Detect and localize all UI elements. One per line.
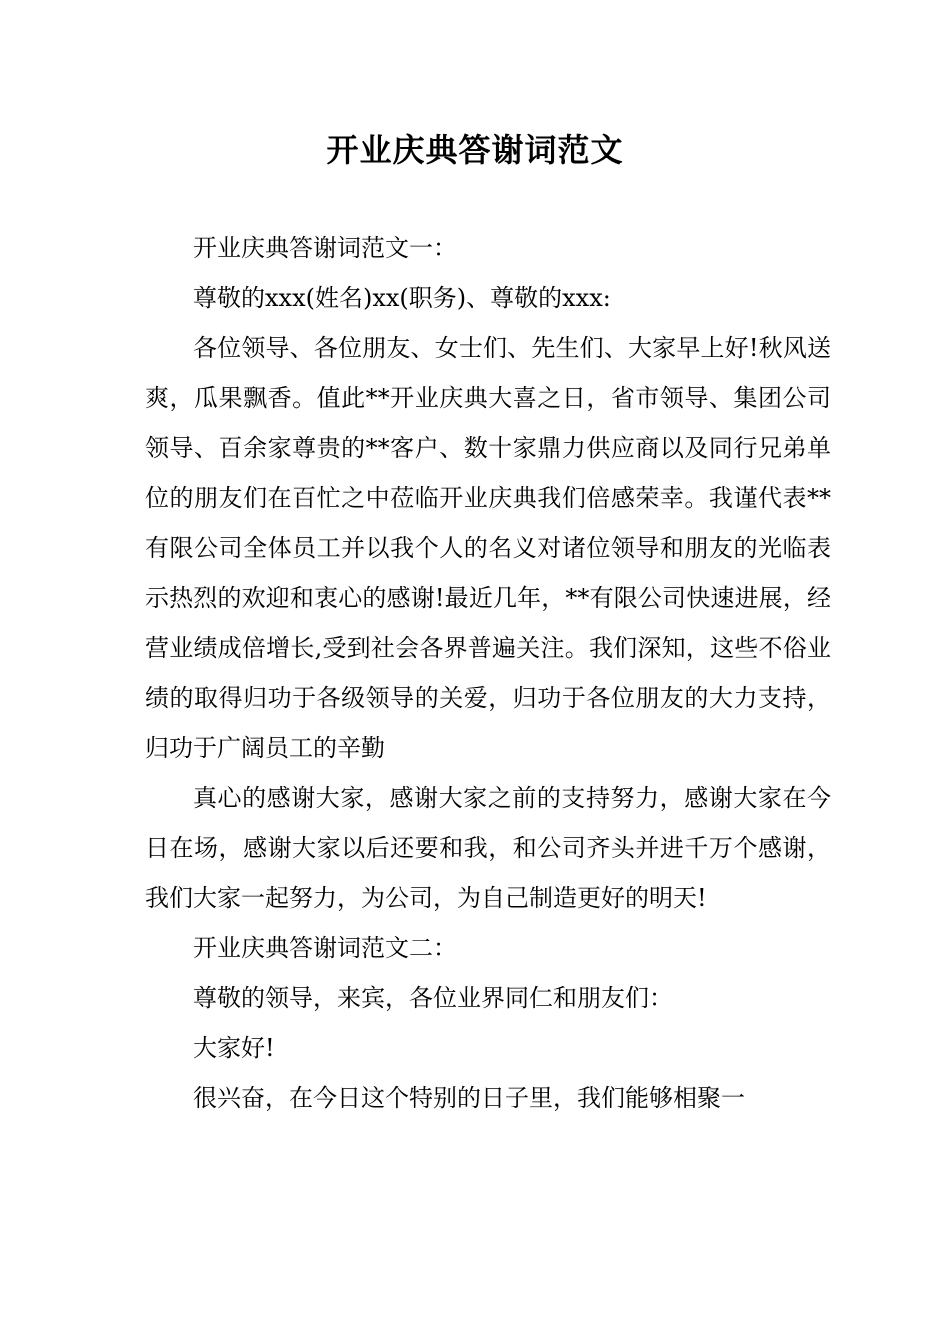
paragraph-hello: 大家好!: [193, 1034, 275, 1062]
paragraph-salutation-1: 尊敬的xxx(姓名)xx(职务)、尊敬的xxx:: [193, 284, 611, 312]
paragraph-salutation-2: 尊敬的领导，来宾，各位业界同仁和朋友们：: [193, 984, 673, 1012]
paragraph-greeting-body: 各位领导、各位朋友、女士们、先生们、大家早上好!秋风送爽，瓜果飘香。值此**开业庆典大喜之日，省市领导、集团公司领导、百余家尊贵的**客户、数十家鼎力供应商以及同行兄弟单位的朋友们在百忙之中莅临开业庆典我们倍感荣幸。我谨代表**有限公司全体员工并以我个人的名义对诸位领导和朋友的光临表示热烈的欢迎和衷心的感谢!最近几年，**有限公司快速进展，经营业绩成倍增长,受到社会各界普遍关注。我们深知，这些不俗业绩的取得归功于各级领导的关爱，归功于各位朋友的大力支持，归功于广阔员工的辛勤: [145, 334, 831, 762]
document-body: [145, 223, 831, 1123]
document-title: 开业庆典答谢词范文: [326, 131, 624, 169]
paragraph-thanks: 真心的感谢大家，感谢大家之前的支持努力，感谢大家在今日在场，感谢大家以后还要和我，和公司齐头并进千万个感谢，我们大家一起努力，为公司，为自己制造更好的明天!: [145, 784, 831, 912]
paragraph-heading-2: 开业庆典答谢词范文二：: [193, 934, 457, 962]
paragraph-opening: 很兴奋，在今日这个特别的日子里，我们能够相聚一: [193, 1084, 745, 1112]
paragraph-heading-1: 开业庆典答谢词范文一：: [193, 234, 457, 262]
